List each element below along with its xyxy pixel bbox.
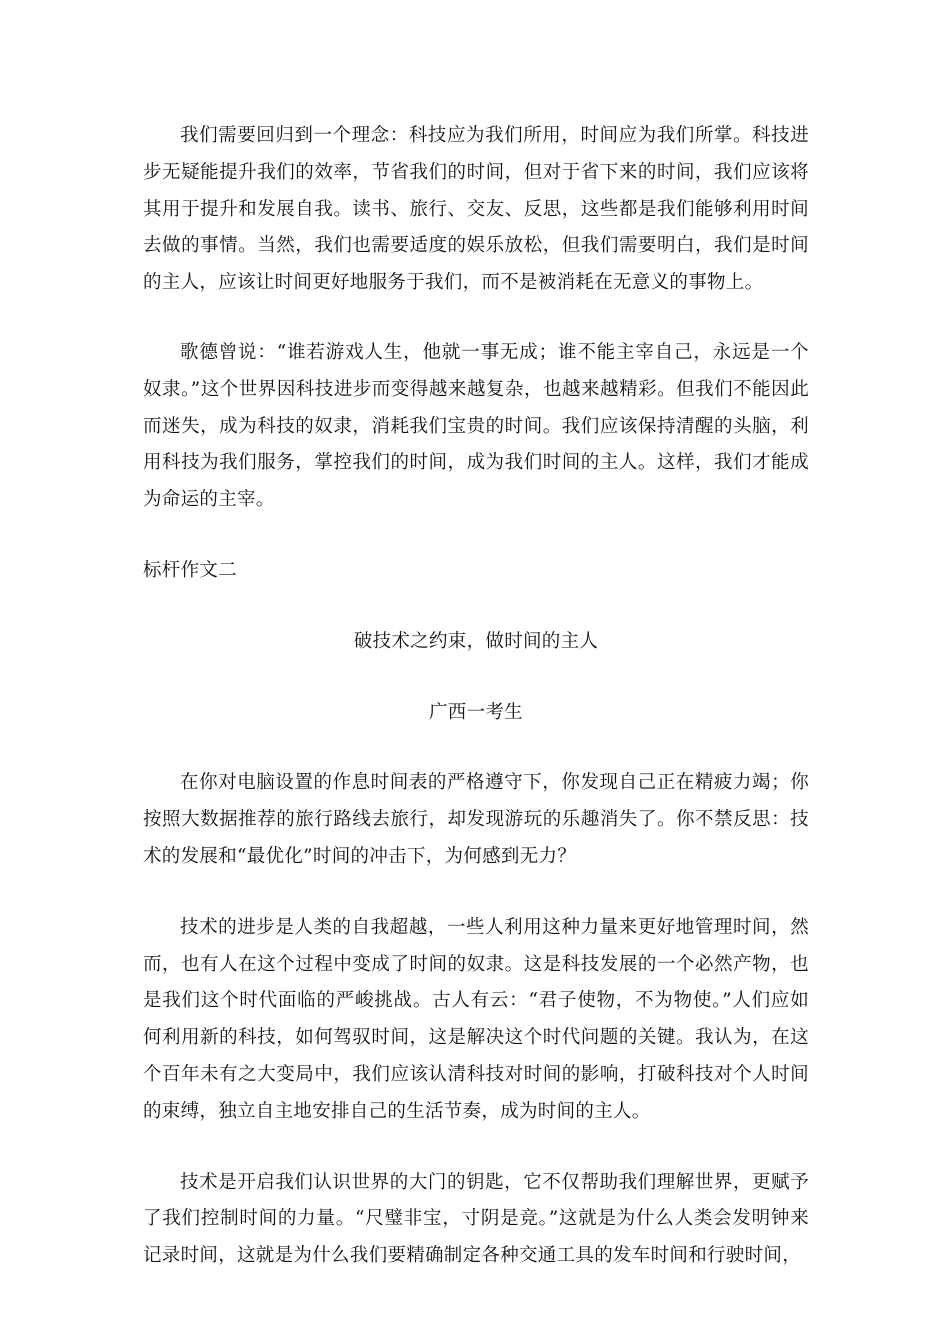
- section-label: 标杆作文二: [143, 559, 238, 581]
- body-paragraph: 我们需要回归到一个理念：科技应为我们所用，时间应为我们所掌。科技进步无疑能提升我们的效率，节省我们的时间，但对于省下来的时间，我们应该将其用于提升和发展自我。读书、旅行、交友、反思，这些都是我们能够利用时间去做的事情。当然，我们也需要适度的娱乐放松，但我们需要明白，我们是时间的主人，应该让时间更好地服务于我们，而不是被消耗在无意义的事物上。: [143, 125, 809, 294]
- body-paragraph: 歌德曾说：“谁若游戏人生，他就一事无成；谁不能主宰自己，永远是一个奴隶。”这个世界因科技进步而变得越来越复杂，也越来越精彩。但我们不能因此而迷失，成为科技的奴隶，消耗我们宝贵的时间。我们应该保持清醒的头脑，利用科技为我们服务，掌控我们的时间，成为我们时间的主人。这样，我们才能成为命运的主宰。: [143, 341, 809, 511]
- paragraph-gap: [143, 1131, 809, 1165]
- paragraph-gap: [143, 731, 809, 765]
- document-page: [143, 118, 809, 1275]
- paragraph-gap: [143, 661, 809, 695]
- paragraph-gap: [143, 302, 809, 335]
- essay-author: 广西一考生: [428, 701, 523, 723]
- body-paragraph: 技术是开启我们认识世界的大门的钥匙，它不仅帮助我们理解世界，更赋予了我们控制时间的力量。“尺璧非宝，寸阴是竞。”这就是为什么人类会发明钟来记录时间，这就是为什么我们要精确制定各种交通工具的发车时间和行驶时间，: [143, 1171, 809, 1267]
- body-paragraph: 在你对电脑设置的作息时间表的严格遵守下，你发现自己正在精疲力竭；你按照大数据推荐的旅行路线去旅行，却发现游玩的乐趣消失了。你不禁反思：技术的发展和“最优化”时间的冲击下，为何感到无力？: [143, 772, 809, 867]
- paragraph-gap: [143, 876, 809, 910]
- essay-title: 破技术之约束，做时间的主人: [353, 630, 599, 652]
- paragraph-gap: [143, 590, 809, 624]
- paragraph-gap: [143, 519, 809, 553]
- body-paragraph: 技术的进步是人类的自我超越，一些人利用这种力量来更好地管理时间，然而，也有人在这个过程中变成了时间的奴隶。这是科技发展的一个必然产物，也是我们这个时代面临的严峻挑战。古人有云：“君子使物，不为物使。”人们应如何利用新的科技，如何驾驭时间，这是解决这个时代问题的关键。我认为，在这个百年未有之大变局中，我们应该认清科技对时间的影响，打破科技对个人时间的束缚，独立自主地安排自己的生活节奏，成为时间的主人。: [143, 916, 809, 1122]
